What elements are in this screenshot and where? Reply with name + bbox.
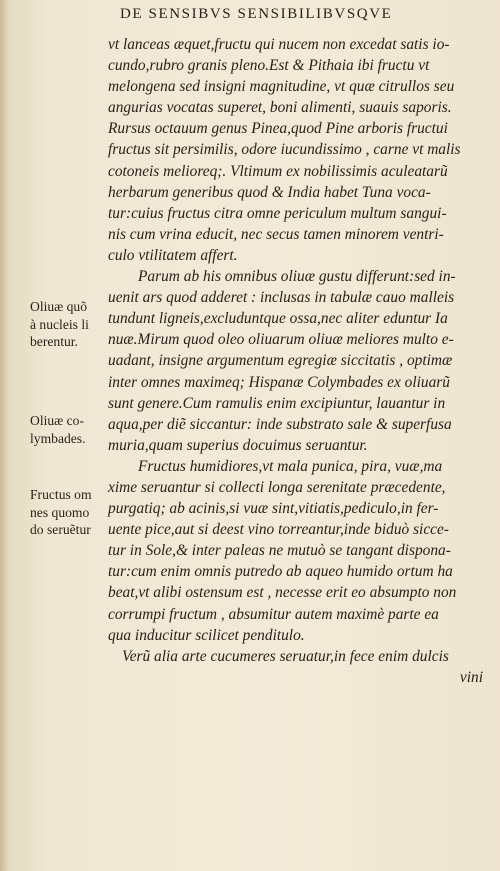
text-line: Fructus humidiores,vt mala punica, pira, vuæ,ma <box>138 457 443 475</box>
text-line: purgatiq; ab acinis,si vuæ sint,vitiatis,pediculo,in fer- <box>108 500 439 518</box>
catchword: vini <box>459 668 483 686</box>
text-line: tundunt ligneis,excluduntque ossa,nec aliter eduntur Ia <box>108 310 448 328</box>
text-line: angurias vocatas superet, boni alimenti, suauis saporis. <box>108 99 452 117</box>
text-line: Parum ab his omnibus oliuæ gustu differunt:sed in- <box>138 268 456 286</box>
text-line: sunt genere.Cum ramulis enim excipiuntur, lauantur in <box>108 394 446 412</box>
text-line: muria,quam superius docuimus seruantur. <box>108 436 368 454</box>
text-line: tur:cum enim omnis putredo ab aqueo humido ortum ha <box>108 563 453 581</box>
running-header: DE SENSIBVS SENSIBILIBVSQVE <box>120 6 393 22</box>
margin-note-line: berentur. <box>30 334 78 349</box>
text-line: vt lanceas æquet,fructu qui nucem non excedat satis io- <box>108 36 450 53</box>
margin-note-olives-colymbades <box>30 412 110 447</box>
text-line: beat,vt alibi ostensum est , necesse erit eo absumpto non <box>108 584 457 602</box>
text-line: uadant, insigne argumentum egregiæ siccitatis , optimæ <box>108 352 453 370</box>
margin-note-line: à nucleis li <box>30 316 89 332</box>
margin-note-fruits-preserved <box>30 486 110 539</box>
text-line: xime seruantur si collecti longa serenitate præcedente, <box>108 478 446 496</box>
margin-note-line: Fructus om <box>30 487 92 502</box>
text-line: Rursus octauum genus Pinea,quod Pine arboris fructui <box>108 120 448 138</box>
text-line: cundo,rubro granis pleno.Est & Pithaia ibi fructu vt <box>108 57 430 75</box>
text-line: culo vtilitatem affert. <box>108 246 238 264</box>
text-line: tur in Sole,& inter paleas ne mutuò se tangant dispona- <box>108 542 451 560</box>
margin-note-olives-pitted <box>30 298 110 351</box>
text-line: uente pice,aut si deest vino torreantur,inde biduò sicce- <box>108 521 449 539</box>
margin-note-line: Oliuæ quõ <box>30 299 88 314</box>
margin-note-line: nes quomo <box>30 504 90 520</box>
text-line: uenit ars quod adderet : inclusas in tabulæ cauo malleis <box>108 289 455 307</box>
text-line: qua inducitur scilicet penditulo. <box>108 626 305 644</box>
text-line: melongena sed insigni magnitudine, vt quæ citrullos seu <box>108 78 455 96</box>
text-line: corrumpi fructum , absumitur autem maximè parte ea <box>108 605 439 623</box>
text-line: tur:cuius fructus citra omne periculum multum sangui- <box>108 204 447 222</box>
margin-note-line: do seruẽtur <box>30 522 91 537</box>
text-line: cotoneis melioreq;. Vltimum ex nobilissimis aculeatarũ <box>108 162 448 180</box>
text-line: Verũ alia arte cucumeres seruatur,in fece enim dulcis <box>122 647 449 665</box>
text-line: herbarum generibus quod & India habet Tuna voca- <box>108 183 431 201</box>
main-text-block <box>108 34 483 688</box>
text-line: inter omnes maximeq; Hispanæ Colymbades ex oliuarũ <box>108 373 450 391</box>
margin-note-line: Oliuæ co- <box>30 413 84 428</box>
page-fold-shadow <box>0 0 8 871</box>
text-line: nis cum vrina educit, nec secus tamen minorem ventri- <box>108 225 444 243</box>
margin-note-line: lymbades. <box>30 430 86 446</box>
text-line: aqua,per diẽ siccantur: inde substrato sale & superfusa <box>108 415 452 433</box>
text-line: nuæ.Mirum quod oleo oliuarum oliuæ meliores multo e- <box>108 331 454 349</box>
text-line: fructus sit persimilis, odore iucundissimo , carne vt malis <box>108 141 461 159</box>
